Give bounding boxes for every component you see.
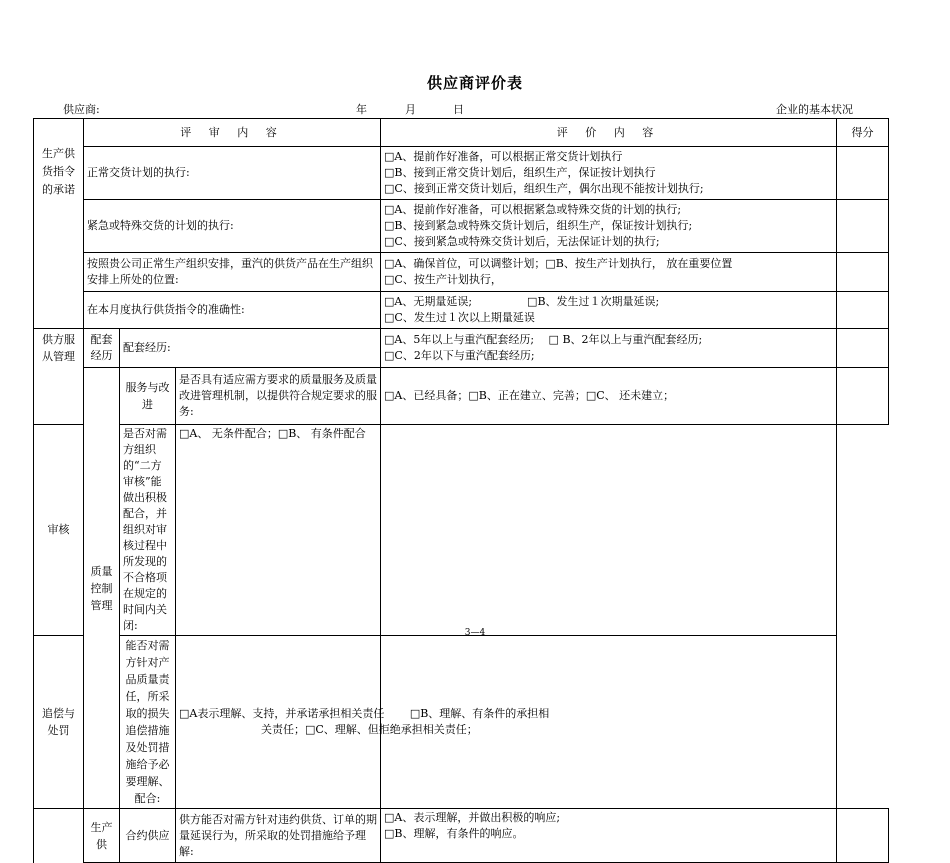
column-evaluation-content: 评 价 内 容 [381,119,837,147]
sub-category: 审核 [34,425,84,636]
evaluation-options [176,425,381,636]
sub-category: 追偿与处罚 [34,636,84,809]
option-line: □A、已经具备；□B、正在建立、完善；□C、 还未建立； [384,389,675,402]
option-line: □A、提前作好准备，可以根据正常交货计划执行 [384,150,623,163]
table-row [34,147,889,200]
option-line: □C、接到紧急或特殊交货计划后，无法保证计划的执行; [384,235,660,248]
review-item: 正常交货计划的执行: [84,147,381,200]
supplier-label: 供应商: [63,103,100,116]
evaluation-options [381,292,837,329]
option-line: □A、确保首位，可以调整计划；□B、按生产计划执行， 放在重要位置 [384,257,733,270]
option-line: □C、接到正常交货计划后，组织生产，偶尔出现不能按计划执行; [384,182,704,195]
score-cell[interactable] [837,292,889,329]
page-title: 供应商评价表 [426,74,523,92]
table-row [34,636,889,809]
evaluation-options [381,200,837,253]
option-line: □A、5年以上与重汽配套经历; □ B、2年以上与重汽配套经历; [384,333,703,346]
category-quality-control: 质量控制管理 [84,368,120,809]
year-label: 年 [356,103,367,116]
score-cell[interactable] [837,200,889,253]
table-row [34,253,889,292]
table-row [34,292,889,329]
evaluation-options [381,809,837,863]
day-label: 日 [453,103,464,116]
score-cell[interactable] [837,253,889,292]
option-line: □B、接到紧急或特殊交货计划后，组织生产，保证按计划执行; [384,219,693,232]
option-line: 关责任；□C、理解、但拒绝承担相关责任； [261,723,478,736]
table-row [34,200,889,253]
score-cell[interactable] [381,425,837,636]
evaluation-options [381,368,837,425]
evaluation-options [176,636,550,809]
table-row [34,368,889,425]
category-continuation [34,809,84,863]
option-line: □C、发生过１次以上期量延误 [384,311,535,324]
sub-category: 配套经历 [84,329,120,368]
score-cell[interactable] [837,329,889,368]
page-number: 3—4 [464,628,486,638]
basic-status-label: 企业的基本状况 [776,103,853,116]
sub-category: 合约供应 [120,809,176,863]
review-item: 在本月度执行供货指令的准确性: [84,292,381,329]
evaluation-options [381,253,837,292]
option-line: □C、按生产计划执行， [384,273,502,286]
category-production-supply: 生产供 [84,809,120,863]
option-line: □A、表示理解，并做出积极的响应; [384,811,561,824]
review-item: 能否对需方针对产品质量责任，所采取的损失追偿措施及处罚措施给予必要理解、配合: [120,636,176,809]
option-line: □B、理解，有条件的响应。 [384,827,524,840]
score-cell[interactable] [837,147,889,200]
score-cell[interactable] [837,809,889,863]
category-production-commitment: 生产供货指令的承诺 [34,119,84,329]
table-row [34,329,889,368]
category-supplier-compliance: 供方服从管理 [34,329,84,425]
option-line: □B、接到正常交货计划后，组织生产，保证按计划执行 [384,166,656,179]
review-item: 配套经历: [120,329,381,368]
review-item: 供方能否对需方针对违约供货、订单的期量延误行为，所采取的处罚措施给予理解: [176,809,381,863]
table-row [34,425,889,636]
sub-category: 服务与改进 [120,368,176,425]
review-item: 按照贵公司正常生产组织安排，重汽的供货产品在生产组织安排上所处的位置: [84,253,381,292]
review-item: 紧急或特殊交货的计划的执行: [84,200,381,253]
option-line: □A、 无条件配合；□B、 有条件配合 [179,427,366,440]
option-line: □A、无期量延误; □B、发生过１次期量延误; [384,295,660,308]
month-label: 月 [405,103,416,116]
review-item: 是否具有适应需方要求的质量服务及质量改进管理机制，以提供符合规定要求的服务: [176,368,381,425]
supplier-evaluation-table [33,118,889,863]
table-row [34,809,889,863]
option-line: □A、提前作好准备，可以根据紧急或特殊交货的计划的执行; [384,203,682,216]
review-item: 是否对需方组织的“二方审核”能做出积极配合，并组织对审核过程中所发现的不合格项在规定的时间内关闭: [120,425,176,636]
option-line: □A表示理解、支持，并承诺承担相关责任 □B、理解、有条件的承担相 [179,707,550,720]
column-review-content: 评 审 内 容 [84,119,381,147]
header-row [34,119,889,147]
column-score: 得分 [837,119,889,147]
evaluation-options [381,329,837,368]
option-line: □C、2年以下与重汽配套经历; [384,349,535,362]
score-cell[interactable] [837,368,889,425]
evaluation-options [381,147,837,200]
